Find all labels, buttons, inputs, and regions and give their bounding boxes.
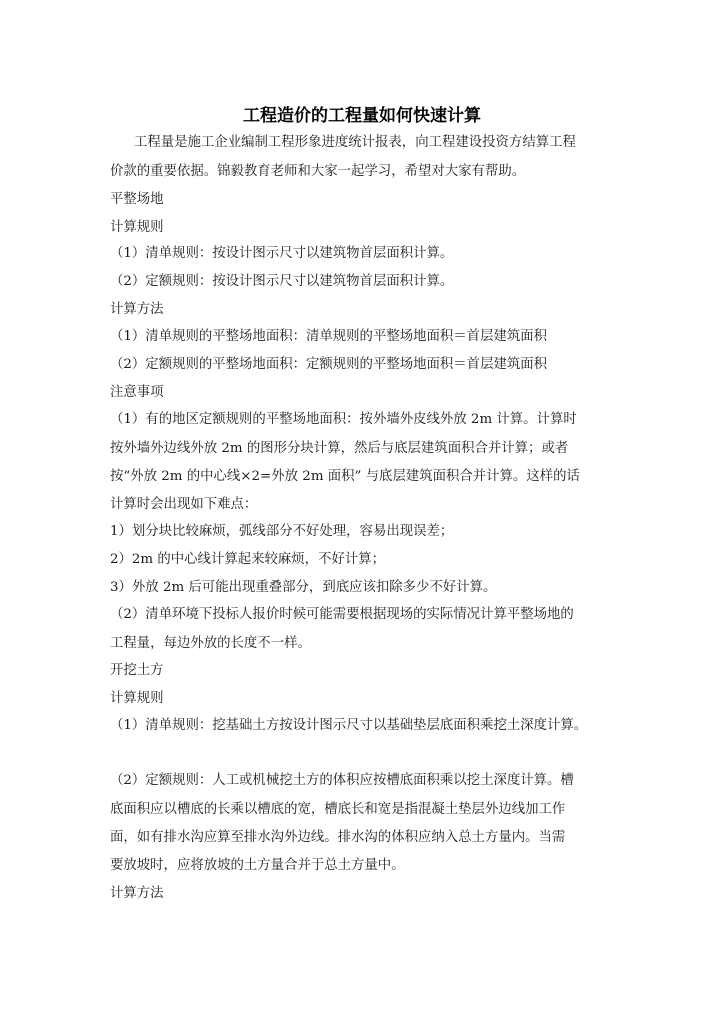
- paragraph-line: （1）清单规则：按设计图示尺寸以建筑物首层面积计算。: [110, 246, 454, 261]
- paragraph-line: （2）定额规则的平整场地面积：定额规则的平整场地面积＝首层建筑面积: [110, 357, 548, 372]
- paragraph-line: （1）清单规则的平整场地面积：清单规则的平整场地面积＝首层建筑面积: [110, 329, 548, 344]
- paragraph-line: （1）清单规则：挖基础土方按设计图示尺寸以基础垫层底面积乘挖土深度计算。: [110, 718, 588, 733]
- paragraph-line: （2）定额规则：人工或机械挖土方的体积应按槽底面积乘以挖土深度计算。槽: [110, 773, 574, 788]
- subsection-heading: 计算规则: [110, 220, 164, 235]
- paragraph-line: （2）清单环境下投标人报价时候可能需要根据现场的实际情况计算平整场地的: [110, 607, 574, 622]
- paragraph-line: 要放坡时，应将放坡的土方量合并于总土方量中。: [110, 858, 405, 873]
- paragraph-line: 按外墙外边线外放 2m 的图形分块计算，然后与底层建筑面积合并计算；或者: [110, 441, 569, 456]
- subsection-heading: 计算方法: [110, 886, 164, 901]
- subsection-heading: 计算方法: [110, 302, 164, 317]
- paragraph-line: （1）有的地区定额规则的平整场地面积：按外墙外皮线外放 2m 计算。计算时: [110, 412, 577, 427]
- paragraph-line: 计算时会出现如下难点：: [110, 497, 258, 512]
- paragraph-line: 面，如有排水沟应算至排水沟外边线。排水沟的体积应纳入总土方量内。当需: [110, 830, 566, 845]
- list-item: 2）2m 的中心线计算起来较麻烦，不好计算；: [110, 552, 386, 567]
- list-item: 3）外放 2m 后可能出现重叠部分，到底应该扣除多少不好计算。: [110, 580, 497, 595]
- section-heading: 平整场地: [110, 192, 164, 207]
- document-title: 工程造价的工程量如何快速计算: [243, 106, 481, 126]
- paragraph-line: 底面积应以槽底的长乘以槽底的宽，槽底长和宽是指混凝土垫层外边线加工作: [110, 802, 566, 817]
- section-heading: 开挖土方: [110, 663, 164, 678]
- paragraph-line: 工程量是施工企业编制工程形象进度统计报表，向工程建设投资方结算工程: [134, 135, 576, 150]
- paragraph-line: 按“外放 2m 的中心线×2=外放 2m 面积” 与底层建筑面积合并计算。这样的话: [110, 469, 580, 484]
- paragraph-line: 价款的重要依据。锦毅教育老师和大家一起学习，希望对大家有帮助。: [110, 164, 526, 179]
- subsection-heading: 注意事项: [110, 385, 164, 400]
- subsection-heading: 计算规则: [110, 691, 164, 706]
- paragraph-line: （2）定额规则：按设计图示尺寸以建筑物首层面积计算。: [110, 274, 454, 289]
- paragraph-line: 工程量，每边外放的长度不一样。: [110, 636, 311, 651]
- list-item: 1）划分块比较麻烦，弧线部分不好处理，容易出现误差；: [110, 524, 454, 539]
